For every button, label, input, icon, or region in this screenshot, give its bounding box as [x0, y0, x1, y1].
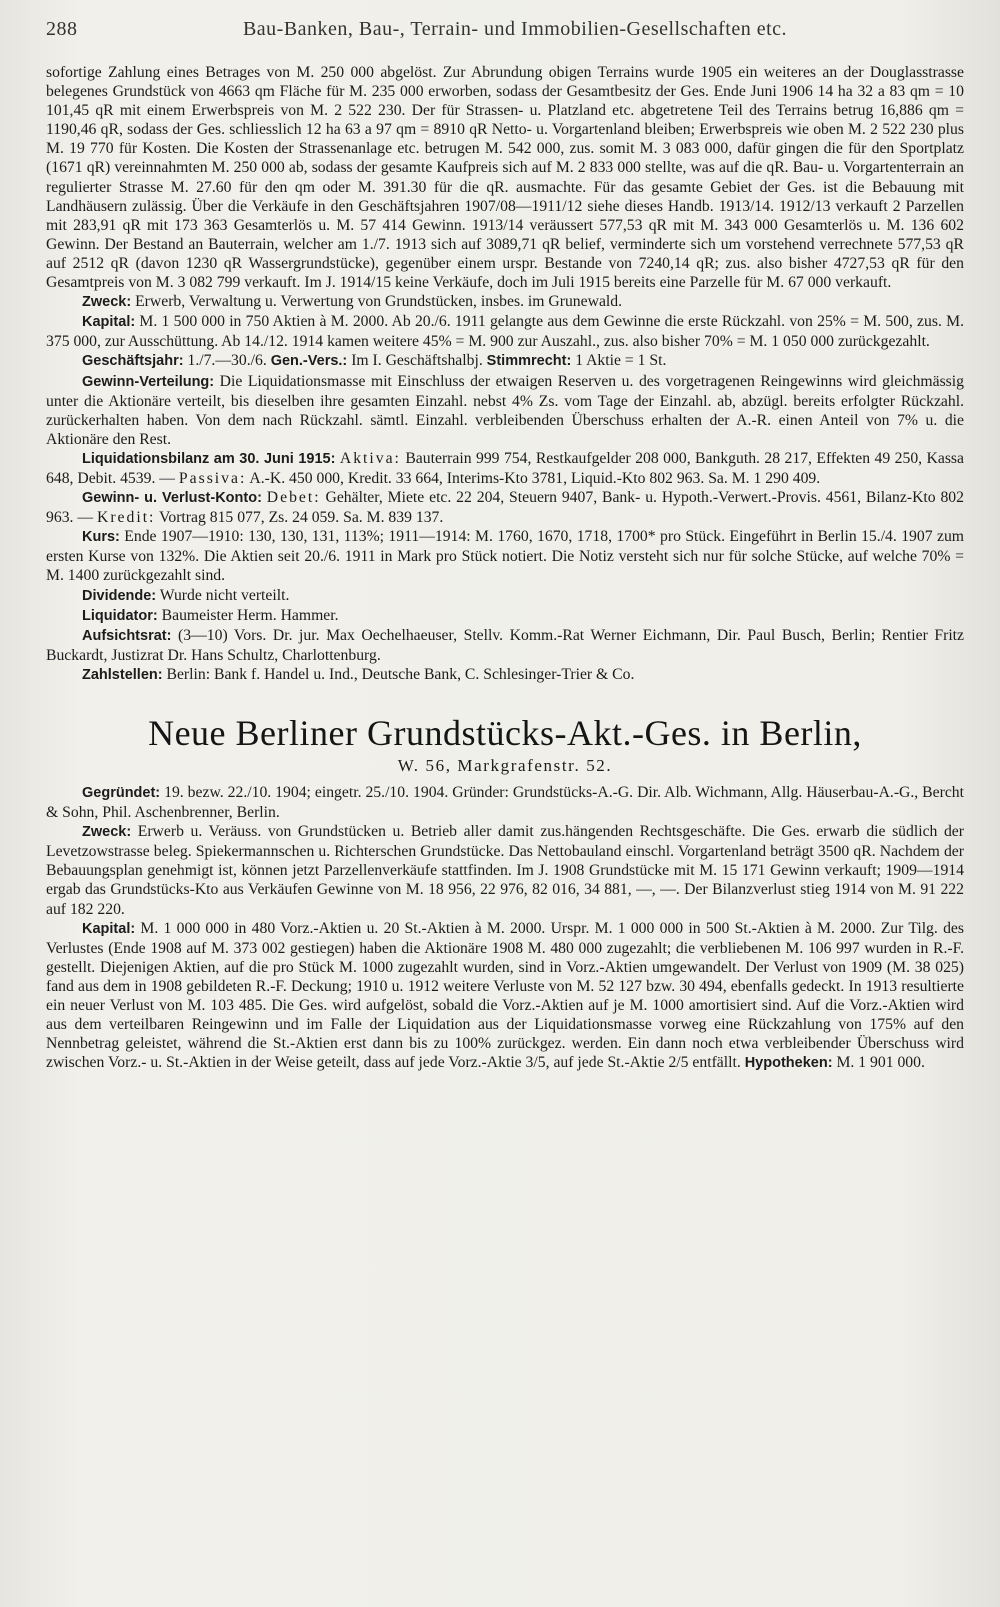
- kredit-label: Kredit:: [96, 509, 156, 527]
- section-neue-berliner: [46, 713, 964, 1073]
- kapital2-label: Kapital:: [82, 920, 136, 937]
- liquidator-label: Liquidator:: [82, 607, 158, 624]
- gegruendet-label: Gegründet:: [82, 785, 161, 801]
- zweck-paragraph: [46, 292, 964, 312]
- geschaeftsjahr-paragraph: [46, 351, 964, 371]
- kapital-label: Kapital:: [82, 314, 136, 331]
- debet-text: Gehälter, Miete etc. 22 204, Steuern 9407, Bank- u. Hypoth.-Verwert.-Provis. 4561, Bilanz-Kto 802 963. —: [46, 489, 964, 527]
- aufsichtsrat-paragraph: [46, 626, 964, 665]
- dividende-label: Dividende:: [82, 587, 157, 604]
- gen-vers-text: Im I. Geschäftshalbj.: [347, 352, 487, 370]
- zweck2-paragraph: [46, 822, 964, 918]
- hypotheken-text: M. 1 901 000.: [832, 1054, 925, 1072]
- kurs-text: Ende 1907—1910: 130, 130, 131, 113%; 1911—1914: M. 1760, 1670, 1718, 1700* pro Stück. Eingeführt in Berlin 15./4. 1907 zum ersten Kurse von 132%. Die Aktien seit 20./6. 1911 in Mark pro Stück notiert. Die Notiz versteht sich nur für solche Stücke, auf welche 70% = M. 1400 zurückgezahlt sind.: [46, 528, 964, 585]
- gewinn-verlust-label: Gewinn- u. Verlust-Konto:: [82, 490, 262, 507]
- liquidator-paragraph: [46, 606, 964, 626]
- kapital-paragraph: [46, 312, 964, 351]
- hypotheken-label: Hypotheken:: [744, 1055, 833, 1072]
- kapital2-text: M. 1 000 000 in 480 Vorz.-Aktien u. 20 St.-Aktien à M. 2000. Urspr. M. 1 000 000 in 500 St.-Aktien à M. 2000. Zur Tilg. des Verlustes (Ende 1908 auf M. 373 002 gestiegen) haben die Aktionäre 1908 M. 480 000 zugezahlt; die verbliebenen M. 106 997 wurden in R.-F. gestellt. Diejenigen Aktien, auf die pro Stück M. 1000 zugezahlt wurden, sind in Vorz.-Aktien umgewandelt. Der Verlust von 1909 (M. 38 025) fand aus dem in 1908 gebildeten R.-F. Deckung; 1910 u. 1912 weitere Verluste von M. 52 127 bzw. 30 494, ebenfalls gedeckt. In 1913 resultierte ein neuer Verlust von M. 103 485. Die Ges. wird aufgelöst, sobald die Vorz.-Aktien auf je M. 1000 amortisiert sind. Auf die Vorz.-Aktien wird aus dem verteilbaren Reingewinn und im Falle der Liquidation aus der Liquidationsmasse vorweg eine Rückzahlung von 175% auf den Nennbetrag geleistet, während die St.-Aktien erst dann bis zu 100% zurückgez. werden. Ein dann noch etwa verbleibender Überschuss wird zwischen Vorz.- u. St.-Aktien in der Weise geteilt, dass auf jede Vorz.-Aktie 3/5, auf jede St.-Aktie 2/5 entfällt.: [46, 919, 964, 1072]
- gewinn-verlust-paragraph: [46, 488, 964, 527]
- gegruendet-text: 19. bezw. 22./10. 1904; eingetr. 25./10. 1904. Gründer: Grundstücks-A.-G. Dir. Alb. Wichmann, Allg. Häuserbau-A.-G., Bercht & Sohn, Phil. Aschenbrenner, Berlin.: [46, 784, 964, 822]
- dividende-text: Wurde nicht verteilt.: [156, 586, 290, 604]
- gen-vers-label: Gen.-Vers.:: [270, 353, 348, 370]
- gewinn-verteilung-label: Gewinn-Verteilung:: [82, 373, 215, 390]
- kapital2-paragraph: [46, 919, 964, 1074]
- zweck2-label: Zweck:: [82, 824, 132, 841]
- company-title: Neue Berliner Grundstücks-Akt.-Ges. in Berlin,: [148, 713, 862, 753]
- aktiva-label: Aktiva:: [339, 449, 401, 467]
- zahlstellen-paragraph: [46, 665, 964, 685]
- geschaeftsjahr-text: 1./7.—30./6.: [183, 352, 271, 370]
- section-terrain-gesellschaft: [46, 63, 964, 685]
- dividende-paragraph: [46, 586, 964, 606]
- passiva-label: Passiva:: [178, 469, 247, 487]
- aufsichtsrat-label: Aufsichtsrat:: [82, 627, 172, 644]
- geschaeftsjahr-label: Geschäftsjahr:: [82, 353, 184, 370]
- aufsichtsrat-text: (3—10) Vors. Dr. jur. Max Oechelhaeuser, Stellv. Komm.-Rat Werner Eichmann, Dir. Paul Busch, Berlin; Rentier Fritz Buckardt, Justizrat Dr. Hans Schultz, Charlottenburg.: [46, 626, 964, 664]
- gewinn-verteilung-text: Die Liquidationsmasse mit Einschluss der etwaigen Reserven u. des vorgetragenen Reingewinns wird gleichmässig unter die Aktionäre verteilt, bis dieselben ihre gesamten Einzahl. nebst 4% Zs. vom Tage der Einzahl. ab, abzügl. bereits erfolgter Rückzahl. zurückerhalten haben. Von dem nach Rückzahl. sämtl. Einzahl. verbleibenden Überschuss erhalten der A.-R. einen Anteil von 7% u. die Aktionäre den Rest.: [46, 372, 964, 448]
- kurs-paragraph: [46, 527, 964, 585]
- zweck-label: Zweck:: [82, 294, 132, 311]
- page-header: [46, 18, 964, 41]
- kurs-label: Kurs:: [82, 529, 120, 546]
- company-address: W. 56, Markgrafenstr. 52.: [397, 756, 613, 775]
- passiva-text: A.-K. 450 000, Kredit. 33 664, Interims-Kto 3781, Liquid.-Kto 802 963. Sa. M. 1 290 409.: [246, 469, 821, 487]
- running-title: Bau-Banken, Bau-, Terrain- und Immobilien-Gesellschaften etc.: [242, 18, 788, 40]
- aktiva-text: Bauterrain 999 754, Restkaufgelder 208 000, Bankguth. 28 217, Effekten 49 250, Kassa 648, Debit. 4539. —: [46, 449, 964, 487]
- kredit-text: Vortrag 815 077, Zs. 24 059. Sa. M. 839 137.: [155, 509, 444, 527]
- stimmrecht-label: Stimmrecht:: [486, 353, 572, 370]
- page-number: 288: [46, 18, 78, 40]
- intro-paragraph: sofortige Zahlung eines Betrages von M. 250 000 abgelöst. Zur Abrundung obigen Terrains wurde 1905 ein weiteres an der Douglasstrasse belegenes Grundstück von 4663 qm Fläche für M. 235 000 erworben, sodass der Gesamtbesitz der Ges. Ende Juni 1906 14 ha 32 a 83 qm = 10 101,45 qR mit einem Erwerbspreis von M. 2 522 230. Der für Strassen- u. Platzland etc. abgetretene Teil des Terrains betrug 16,886 qm = 1190,46 qR, sodass der Ges. schliesslich 12 ha 63 a 97 qm = 8910 qR Netto- u. Vorgartenland bleiben; Erwerbspreis wie oben M. 2 522 230 plus M. 19 770 für Kosten. Die Kosten der Strassenanlage etc. betrugen M. 542 000, zus. somit M. 3 083 000, dafür gingen die für den Sportplatz (1671 qR) vereinnahmten M. 250 000 ab, sodass der gesamte Kaufpreis sich auf M. 2 833 000 stellte, was auf die qR. Bau- u. Vorgartenterrain an regulierter Strasse M. 27.60 für den qm oder M. 391.30 für die qR. ausmachte. Für das gesamte Gebiet der Ges. ist die Bebauung mit Landhäusern zulässig. Über die Verkäufe in den Geschäftsjahren 1907/08—1911/12 siehe dieses Handb. 1913/14. 1912/13 verkauft 2 Parzellen mit 283,91 qR mit 173 363 Gesamterlös u. M. 57 414 Gewinn. 1913/14 veräussert 577,53 qR mit M. 343 000 Gesamterlös u. M. 136 602 Gewinn. Der Bestand an Bauterrain, welcher am 1./7. 1913 sich auf 3089,71 qR belief, verminderte sich um vorstehend verrechnete 577,53 qR auf 2512 qR (davon 1230 qR Wassergrundstücke), gegenüber einem urspr. Bestande von 7240,14 qR; zus. also bisher 4727,53 qR für den Gesamtpreis von M. 3 082 799 verkauft. Im J. 1914/15 keine Verkäufe, doch im Juli 1915 bereits eine Parzelle für M. 67 000 verkauft.: [46, 64, 964, 292]
- zahlstellen-text: Berlin: Bank f. Handel u. Ind., Deutsche Bank, C. Schlesinger-Trier & Co.: [162, 665, 635, 683]
- kapital-text: M. 1 500 000 in 750 Aktien à M. 2000. Ab 20./6. 1911 gelangte aus dem Gewinne die erste Rückzahl. von 25% = M. 500, zus. M. 375 000, zur Ausschüttung. Ab 14./12. 1914 kamen weitere 45% = M. 900 zur Auszahl., zus. also bisher 70% = M. 1 050 000 zurückgezahlt.: [46, 313, 964, 351]
- zahlstellen-label: Zahlstellen:: [82, 666, 163, 683]
- debet-label: Debet:: [266, 489, 321, 507]
- liquidationsbilanz-label: Liquidationsbilanz am 30. Juni 1915:: [82, 450, 336, 467]
- gewinn-verteilung-paragraph: [46, 372, 964, 449]
- zweck-text: Erwerb, Verwaltung u. Verwertung von Grundstücken, insbes. im Grunewald.: [131, 293, 623, 311]
- liquidator-text: Baumeister Herm. Hammer.: [157, 606, 339, 624]
- stimmrecht-text: 1 Aktie = 1 St.: [571, 352, 667, 370]
- gegruendet-paragraph: [46, 783, 964, 822]
- liquidationsbilanz-paragraph: [46, 449, 964, 488]
- zweck2-text: Erwerb u. Veräuss. von Grundstücken u. Betrieb aller damit zus.hängenden Rechtsgeschäfte. Die Ges. erwarb die südlich der Levetzowstrasse beleg. Spiekermannschen u. Richterschen Grundstücke. Das Nettobauland einschl. Vorgartenland beträgt 3500 qR. Nachdem der Bebauungsplan genehmigt ist, können jetzt Parzellenverkäufe stattfinden. Im J. 1908 Grundstücke mit M. 15 171 Gewinn verkauft; 1909—1914 ergab das Grundstücks-Kto aus Verkäufen Gewinne von M. 18 956, 22 976, 82 016, 34 881, —, —. Der Bilanzverlust stieg 1914 von M. 91 222 auf 182 220.: [46, 823, 964, 918]
